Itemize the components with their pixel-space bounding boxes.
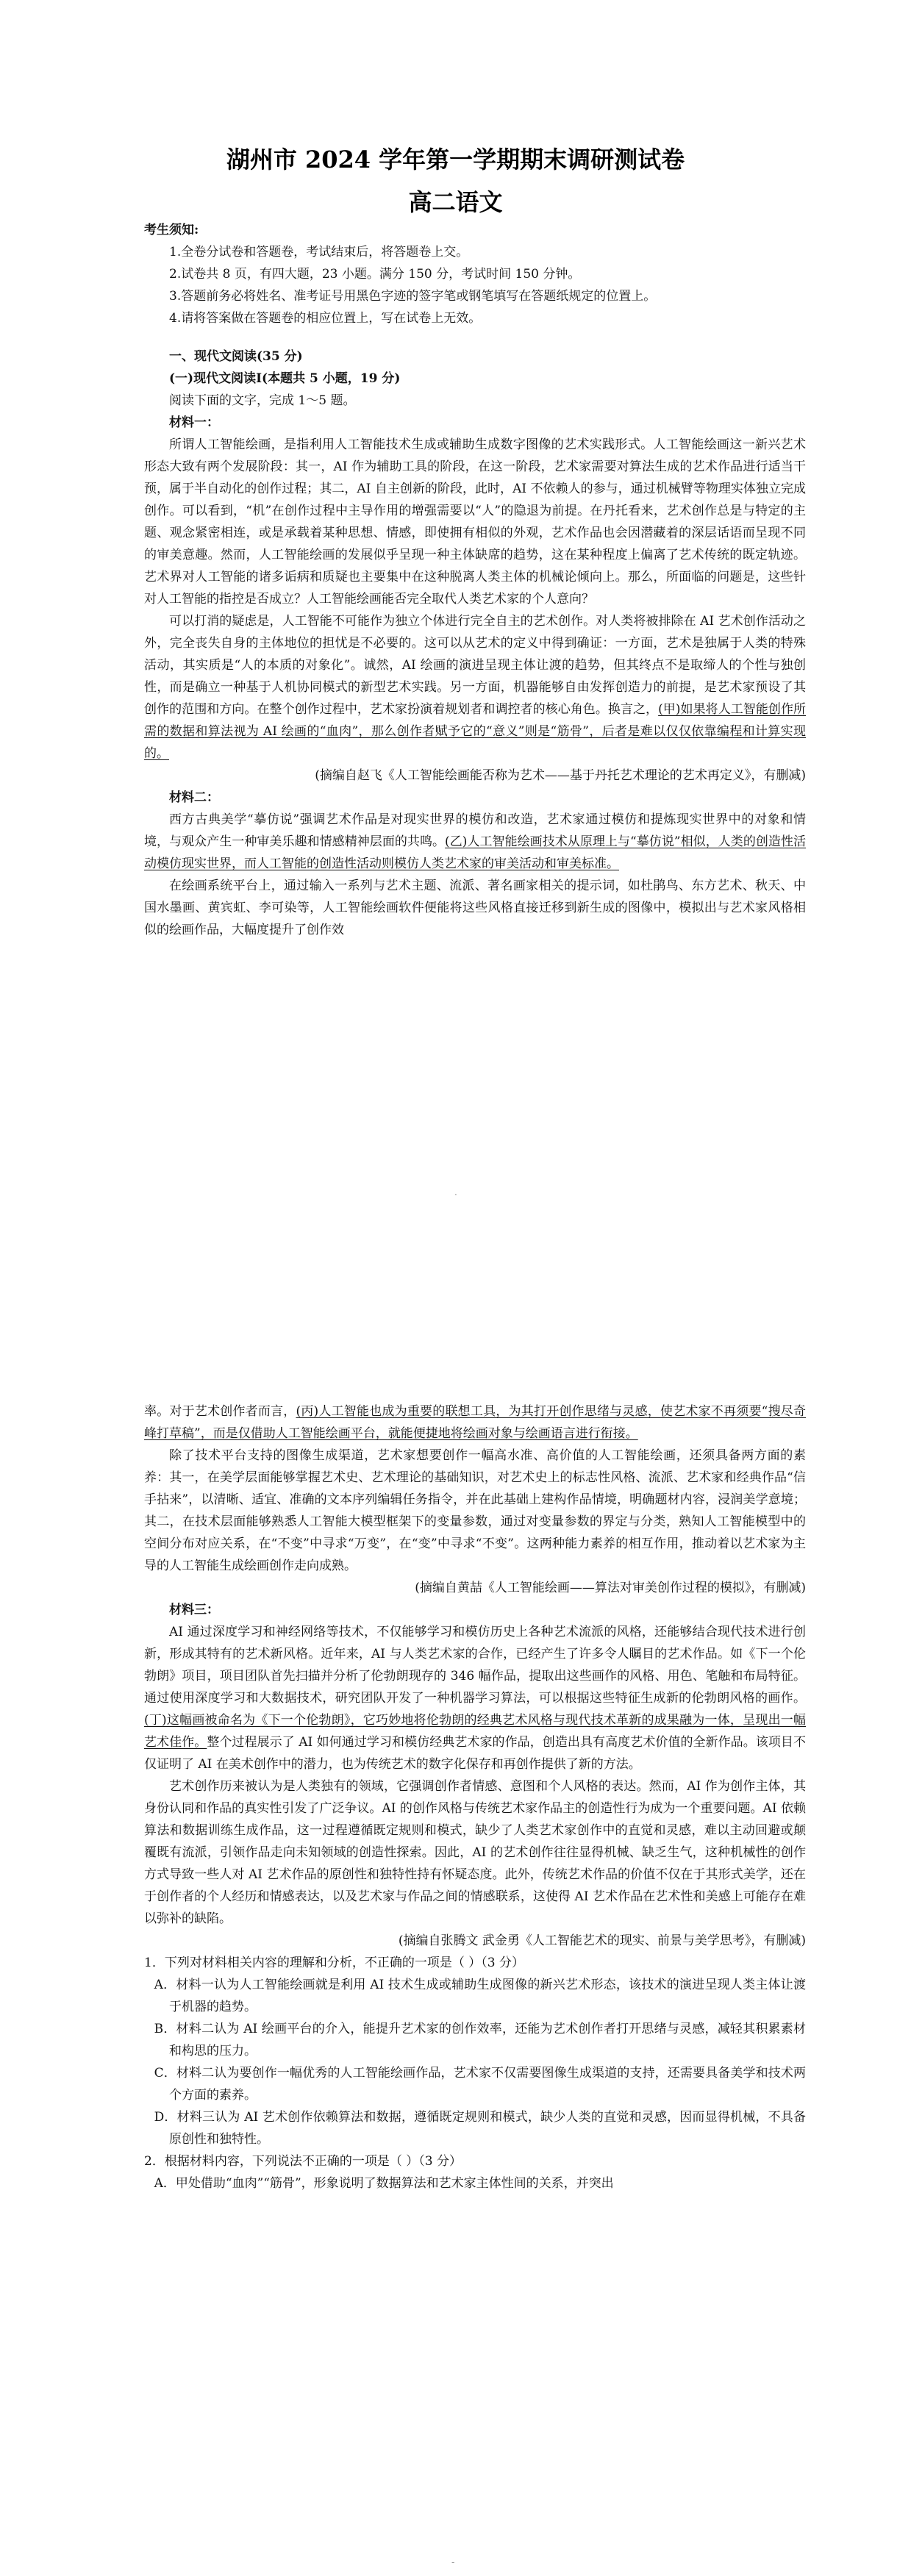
material-2-label: 材料二： [169, 790, 219, 805]
notice-block [144, 219, 806, 329]
notice-item: 2.试卷共 8 页，有四大题，23 小题。满分 150 分，考试时间 150 分钟。 [169, 267, 581, 282]
question-1-option-c: C．材料二认为要创作一幅优秀的人工智能绘画作品，艺术家不仅需要图像生成渠道的支持，还需要具备美学和技术两个方面的素养。 [154, 2066, 806, 2103]
question-2-option-a: A．甲处借助“血肉”“筋骨”，形象说明了数据算法和艺术家主体性间的关系，并突出 [154, 2176, 614, 2191]
notice-item: 3.答题前务必将姓名、准考证号用黑色字迹的签字笔或钢笔填写在答题纸规定的位置上。 [169, 289, 657, 304]
material-3-source: (摘编自张腾文 武金勇《人工智能艺术的现实、前景与美学思考》，有删减) [398, 1933, 806, 1948]
material-2-paragraph: 除了技术平台支持的图像生成渠道，艺术家想要创作一幅高水准、高价值的人工智能绘画，还须具备两方面的素养：其一，在美学层面能够掌握艺术史、艺术理论的基础知识，对艺术史上的标志性风格、流派、艺术家和经典作品“信手拈来”，以清晰、适宜、准确的文本序列编辑任务指令，并在此基础上建构作品情境，明确题材内容，浸润美学意境；其二，在技术层面能够熟悉人工智能大模型框架下的变量参数，通过对变量参数的界定与分类，熟知人工智能模型中的空间分布对应关系，在“不变”中寻求“万变”，在“变”中寻求“不变”。这两种能力素养的相互作用，推动着以艺术家为主导的人工智能生成绘画创作走向成熟。 [144, 1448, 806, 1573]
material-3-paragraph: 艺术创作历来被认为是人类独有的领域，它强调创作者情感、意图和个人风格的表达。然而，AI 作为创作主体，其身份认同和作品的真实性引发了广泛争议。AI 的创作风格与传统艺术家作品主的创造性行为成为一个重要问题。AI 依赖算法和数据训练生成作品，这一过程遵循既定规则和模式，缺少了人类艺术家创作中的直觉和灵感，难以主动回避或颠覆既有流派，引领作品走向未知领域的创造性探索。因此，AI 的艺术创作往往显得机械、缺乏生气，这种机械性的创作方式导致一些人对 AI 艺术作品的原创性和独特性持有怀疑态度。此外，传统艺术作品的价值不仅在于其形式美学，还在于创作者的个人经历和情感表达，以及艺术家与作品之间的情感联系，这使得 AI 艺术作品在艺术性和美感上可能存在难以弥补的缺陷。 [144, 1779, 806, 1926]
material-3-paragraph: AI 通过深度学习和神经网络等技术，不仅能够学习和模仿历史上各种艺术流派的风格，还能够结合现代技术进行创新，形成其特有的艺术新风格。近年来，AI 与人类艺术家的合作，已经产生了许多令人瞩目的艺术作品。如《下一个伦勃朗》项目，项目团队首先扫描并分析了伦勃朗现存的 346 幅作品，提取出这些画作的风格、用色、笔触和布局特征。通过使用深度学习和大数据技术，研究团队开发了一种机器学习算法，可以根据这些特征生成新的伦勃朗风格的画作。(丁)这幅画被命名为《下一个伦勃朗》，它巧妙地将伦勃朗的经典艺术风格与现代技术革新的成果融为一体，呈现出一幅艺术佳作。整个过程展示了 AI 如何通过学习和模仿经典艺术家的作品，创造出具有高度艺术价值的全新作品。该项目不仅证明了 AI 在美术创作中的潜力，也为传统艺术的数字化保存和再创作提供了新的方法。 [144, 1625, 806, 1772]
material-1-source: (摘编自赵飞《人工智能绘画能否称为艺术——基于丹托艺术理论的艺术再定义》，有删减) [315, 768, 806, 783]
section-reading-part2 [144, 1400, 806, 2194]
question-1-option-d: D．材料三认为 AI 艺术创作依赖算法和数据，遵循既定规则和模式，缺少人类的直觉和灵感，因而显得机械，不具备原创性和独特性。 [154, 2110, 806, 2147]
underlined-sentence-ding: (丁)这幅画被命名为《下一个伦勃朗》，它巧妙地将伦勃朗的经典艺术风格与现代技术革新的成果融为一体，呈现出一幅艺术佳作。 [144, 1713, 806, 1750]
material-2-paragraph: 在绘画系统平台上，通过输入一系列与艺术主题、流派、著名画家相关的提示词，如杜鹃鸟、东方艺术、秋天、中国水墨画、黄宾虹、李可染等，人工智能绘画软件便能将这些风格直接迁移到新生成的图像中，模拟出与艺术家风格相似的绘画作品，大幅度提升了创作效 [144, 879, 806, 937]
reading-instruction: 阅读下面的文字，完成 1～5 题。 [169, 393, 356, 408]
question-1-option-a: A．材料一认为人工智能绘画就是利用 AI 技术生成或辅助生成图像的新兴艺术形态，该技术的演进呈现人类主体让渡于机器的趋势。 [154, 1978, 806, 2014]
question-1-stem: 1．下列对材料相关内容的理解和分析，不正确的一项是（ ）（3 分） [144, 1956, 524, 1970]
underlined-sentence-bing: (丙)人工智能也成为重要的联想工具，为其打开创作思绪与灵感，使艺术家不再须要“搜尽奇峰打草稿”，而是仅借助人工智能绘画平台，就能便捷地将绘画对象与绘画语言进行衔接。 [144, 1404, 806, 1441]
material-1-label: 材料一： [169, 415, 219, 430]
question-1-option-b: B．材料二认为 AI 绘画平台的介入，能提升艺术家的创作效率，还能为艺术创作者打开思绪与灵感，减轻其积累素材和构思的压力。 [154, 2022, 806, 2058]
exam-title: 湖州市 2024 学年第一学期期末调研测试卷 [226, 146, 685, 173]
material-2-paragraph: 西方古典美学“摹仿说”强调艺术作品是对现实世界的模仿和改造，艺术家通过模仿和提炼现实世界中的对象和情境，与观众产生一种审美乐趣和情感精神层面的共鸣。(乙)人工智能绘画技术从原理上与“摹仿说”相似，人类的创造性活动模仿现实世界，而人工智能的创造性活动则模仿人类艺术家的审美活动和审美标准。 [144, 812, 806, 871]
question-2-stem: 2．根据材料内容，下列说法不正确的一项是（ ）（3 分） [144, 2154, 462, 2169]
page-dot: · [454, 1189, 457, 1200]
subsection-heading: (一)现代文阅读Ⅰ(本题共 5 小题，19 分) [169, 371, 401, 386]
underlined-sentence-jia: (甲)如果将人工智能创作所需的数据和算法视为 AI 绘画的“血肉”，那么创作者赋予它的“意义”则是“筋骨”，后者是难以仅仅依靠编程和计算实现的。 [144, 702, 807, 761]
page-dash: - [451, 2557, 455, 2567]
section-heading: 一、现代文阅读(35 分) [169, 349, 303, 364]
material-1-paragraph: 所谓人工智能绘画，是指利用人工智能技术生成或辅助生成数字图像的艺术实践形式。人工智能绘画这一新兴艺术形态大致有两个发展阶段：其一，AI 作为辅助工具的阶段，在这一阶段，艺术家需要对算法生成的艺术作品进行适当干预，属于半自动化的创作过程；其二，AI 自主创新的阶段，此时，AI 不依赖人的参与，通过机械臂等物理实体独立完成创作。可以看到，“机”在创作过程中主导作用的增强需要以“人”的隐退为前提。在丹托看来，艺术创作总是与特定的主题、观念紧密相连，或是承载着某种思想、情感，即使拥有相似的外观，艺术作品也会因潜藏着的深层话语而呈现不同的审美意趣。然而，人工智能绘画的发展似乎呈现一种主体缺席的趋势，这在某种程度上偏离了艺术传统的既定轨迹。艺术界对人工智能的诸多诟病和质疑也主要集中在这种脱离人类主体的机械论倾向上。那么，所面临的问题是，这些针对人工智能的指控是否成立？人工智能绘画能否完全取代人类艺术家的个人意向？ [144, 437, 806, 607]
material-2-continued: 率。对于艺术创作者而言，(丙)人工智能也成为重要的联想工具，为其打开创作思绪与灵感，使艺术家不再须要“搜尽奇峰打草稿”，而是仅借助人工智能绘画平台，就能便捷地将绘画对象与绘画语言进行衔接。 [144, 1404, 806, 1441]
notice-item: 1.全卷分试卷和答题卷，考试结束后，将答题卷上交。 [169, 245, 469, 260]
notice-label: 考生须知: [144, 223, 199, 237]
section-reading-part1 [144, 346, 806, 941]
exam-subtitle: 高二语文 [408, 188, 503, 216]
notice-item: 4.请将答案做在答题卷的相应位置上，写在试卷上无效。 [169, 311, 482, 326]
material-1-paragraph: 可以打消的疑虑是，人工智能不可能作为独立个体进行完全自主的艺术创作。对人类将被排除在 AI 艺术创作活动之外，完全丧失自身的主体地位的担忧是不必要的。这可以从艺术的定义中得到确证：一方面，艺术是独属于人类的特殊活动，其实质是“人的本质的对象化”。诚然，AI 绘画的演进呈现主体让渡的趋势，但其终点不是取缔人的个性与独创性，而是确立一种基于人机协同模式的新型艺术实践。另一方面，机器能够自由发挥创造力的前提，是艺术家预设了其创作的范围和方向。在整个创作过程中，艺术家扮演着规划者和调控者的核心角色。换言之，(甲)如果将人工智能创作所需的数据和算法视为 AI 绘画的“血肉”，那么创作者赋予它的“意义”则是“筋骨”，后者是难以仅仅依靠编程和计算实现的。 [144, 614, 807, 761]
material-2-source: (摘编自黄喆《人工智能绘画——算法对审美创作过程的模拟》，有删减) [415, 1581, 806, 1595]
material-3-label: 材料三： [169, 1603, 219, 1617]
underlined-sentence-yi: (乙)人工智能绘画技术从原理上与“摹仿说”相似，人类的创造性活动模仿现实世界，而人工智能的创造性活动则模仿人类艺术家的审美活动和审美标准。 [144, 834, 806, 871]
